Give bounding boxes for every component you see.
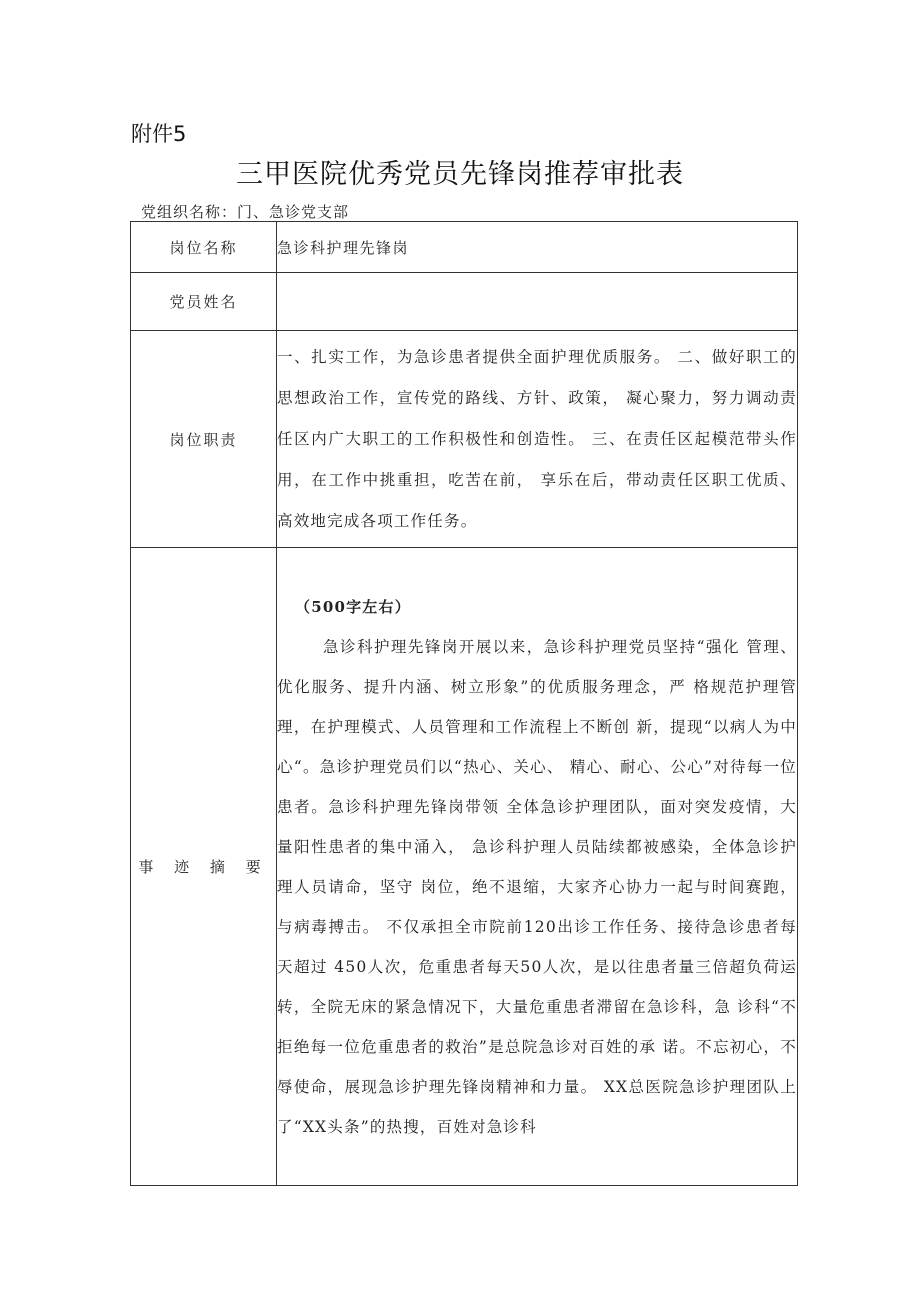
post-name-value: 急诊科护理先锋岗 [277,222,798,273]
post-name-label: 岗位名称 [131,222,277,273]
member-name-label: 党员姓名 [131,273,277,331]
approval-form-table [130,221,798,1186]
summary-label: 事 迹 摘 要 [131,548,277,1186]
word-count-hint: （500字左右） [295,597,411,616]
duties-row [131,331,798,548]
member-name-value [277,273,798,331]
summary-cell [277,548,798,1186]
duties-text: 一、扎实工作，为急诊患者提供全面护理优质服务。 二、做好职工的思想政治工作，宣传党的路线、方针、政策， 凝心聚力，努力调动责任区内广大职工的工作积极性和创造性。 三、在责任区起模范带头作用，在工作中挑重担，吃苦在前， 享乐在后，带动责任区职工优质、高效地完成各项工作任务。 [277,331,798,548]
duties-label: 岗位职责 [131,331,277,548]
summary-text: 急诊科护理先锋岗开展以来，急诊科护理党员坚持“强化 管理、优化服务、提升内涵、树立形象”的优质服务理念，严 格规范护理管理，在护理模式、人员管理和工作流程上不断创 新，提现“以病人为中心“。急诊护理党员们以“热心、关心、 精心、耐心、公心”对待每一位患者。急诊科护理先锋岗带领 全体急诊护理团队，面对突发疫情，大量阳性患者的集中涌入， 急诊科护理人员陆续都被感染，全体急诊护理人员请命，坚守 岗位，绝不退缩，大家齐心协力一起与时间赛跑，与病毒搏击。 不仅承担全市院前120出诊工作任务、接待急诊患者每天超过 450人次，危重患者每天50人次，是以往患者量三倍超负荷运 转，全院无床的紧急情况下，大量危重患者滞留在急诊科，急 诊科“不拒绝每一位危重患者的救治”是总院急诊对百姓的承 诺。不忘初心，不辱使命，展现急诊护理先锋岗精神和力量。 XX总医院急诊护理团队上了“XX头条”的热搜，百姓对急诊科 [277,637,797,1136]
form-title: 三甲医院优秀党员先锋岗推荐审批表 [236,159,684,190]
member-name-row [131,273,798,331]
party-organization-name: 党组织名称：门、急诊党支部 [141,203,350,221]
post-name-row [131,222,798,273]
attachment-label: 附件5 [131,122,187,146]
summary-row [131,548,798,1186]
